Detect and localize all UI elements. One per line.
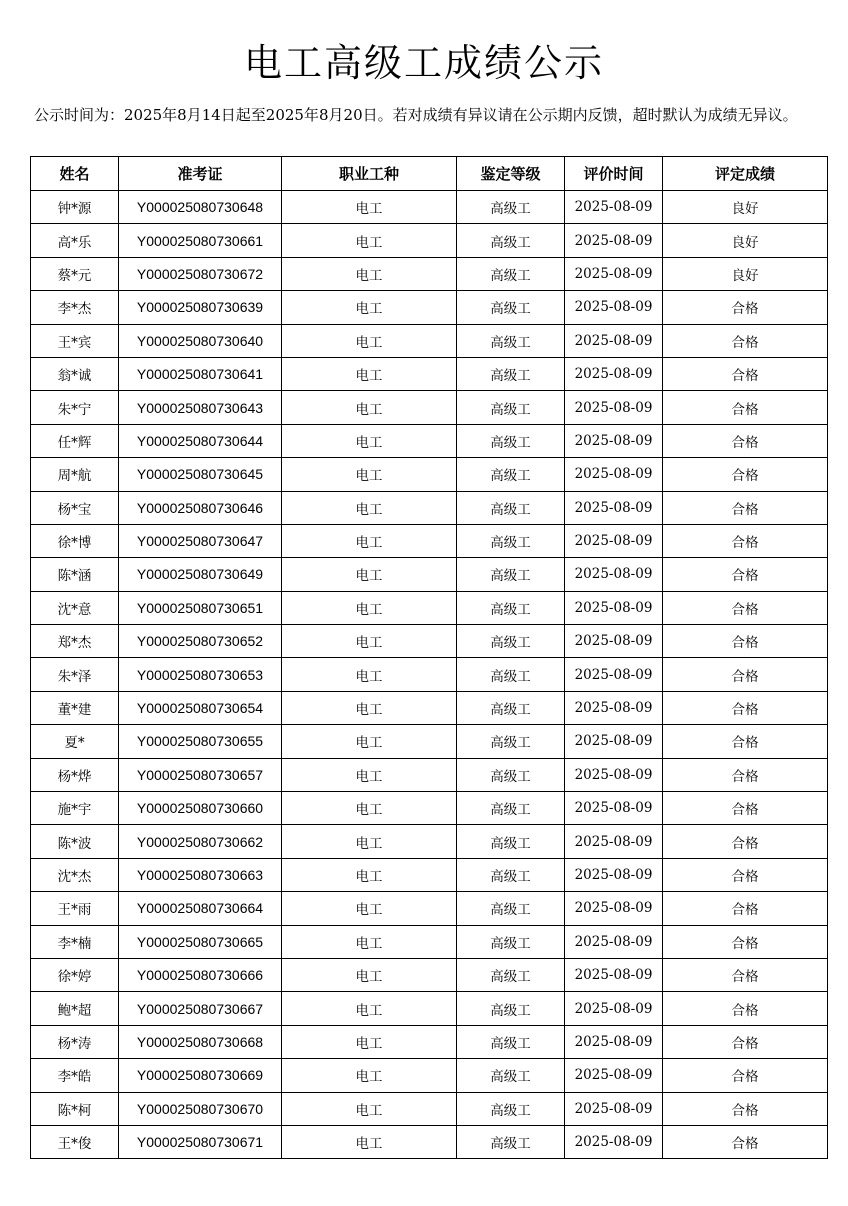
table-row bbox=[31, 591, 828, 624]
cell-name: 朱*泽 bbox=[31, 658, 119, 691]
cell-result: 良好 bbox=[663, 191, 828, 224]
table-header-row bbox=[31, 157, 828, 191]
cell-eval-date: 2025-08-09 bbox=[565, 691, 663, 724]
cell-name: 徐*博 bbox=[31, 524, 119, 557]
table-row bbox=[31, 958, 828, 991]
cell-level: 高级工 bbox=[457, 491, 565, 524]
cell-occupation: 电工 bbox=[282, 458, 457, 491]
cell-result: 合格 bbox=[663, 892, 828, 925]
cell-level: 高级工 bbox=[457, 558, 565, 591]
cell-eval-date: 2025-08-09 bbox=[565, 491, 663, 524]
cell-ticket: Y000025080730669 bbox=[119, 1059, 282, 1092]
cell-ticket: Y000025080730652 bbox=[119, 625, 282, 658]
cell-name: 杨*烨 bbox=[31, 758, 119, 791]
cell-result: 合格 bbox=[663, 992, 828, 1025]
cell-result: 合格 bbox=[663, 524, 828, 557]
cell-ticket: Y000025080730666 bbox=[119, 958, 282, 991]
table-row bbox=[31, 925, 828, 958]
cell-ticket: Y000025080730644 bbox=[119, 424, 282, 457]
cell-ticket: Y000025080730664 bbox=[119, 892, 282, 925]
cell-ticket: Y000025080730660 bbox=[119, 792, 282, 825]
cell-result: 合格 bbox=[663, 291, 828, 324]
cell-occupation: 电工 bbox=[282, 758, 457, 791]
column-header-occupation: 职业工种 bbox=[282, 157, 457, 191]
cell-name: 李*皓 bbox=[31, 1059, 119, 1092]
table-row bbox=[31, 491, 828, 524]
cell-result: 合格 bbox=[663, 591, 828, 624]
cell-occupation: 电工 bbox=[282, 625, 457, 658]
cell-level: 高级工 bbox=[457, 391, 565, 424]
cell-name: 杨*宝 bbox=[31, 491, 119, 524]
cell-name: 董*建 bbox=[31, 691, 119, 724]
cell-result: 合格 bbox=[663, 625, 828, 658]
cell-ticket: Y000025080730665 bbox=[119, 925, 282, 958]
cell-eval-date: 2025-08-09 bbox=[565, 625, 663, 658]
cell-name: 李*杰 bbox=[31, 291, 119, 324]
table-row bbox=[31, 892, 828, 925]
column-header-result: 评定成绩 bbox=[663, 157, 828, 191]
cell-occupation: 电工 bbox=[282, 357, 457, 390]
cell-eval-date: 2025-08-09 bbox=[565, 825, 663, 858]
cell-eval-date: 2025-08-09 bbox=[565, 992, 663, 1025]
cell-result: 合格 bbox=[663, 1092, 828, 1125]
cell-occupation: 电工 bbox=[282, 725, 457, 758]
cell-name: 沈*意 bbox=[31, 591, 119, 624]
cell-occupation: 电工 bbox=[282, 558, 457, 591]
cell-ticket: Y000025080730641 bbox=[119, 357, 282, 390]
cell-ticket: Y000025080730670 bbox=[119, 1092, 282, 1125]
cell-occupation: 电工 bbox=[282, 324, 457, 357]
cell-eval-date: 2025-08-09 bbox=[565, 458, 663, 491]
cell-result: 合格 bbox=[663, 658, 828, 691]
cell-result: 合格 bbox=[663, 324, 828, 357]
cell-eval-date: 2025-08-09 bbox=[565, 558, 663, 591]
cell-name: 高*乐 bbox=[31, 224, 119, 257]
cell-result: 合格 bbox=[663, 858, 828, 891]
cell-name: 陈*柯 bbox=[31, 1092, 119, 1125]
column-header-name: 姓名 bbox=[31, 157, 119, 191]
cell-name: 李*楠 bbox=[31, 925, 119, 958]
cell-occupation: 电工 bbox=[282, 524, 457, 557]
cell-result: 合格 bbox=[663, 958, 828, 991]
cell-occupation: 电工 bbox=[282, 825, 457, 858]
cell-ticket: Y000025080730655 bbox=[119, 725, 282, 758]
cell-ticket: Y000025080730671 bbox=[119, 1125, 282, 1158]
cell-ticket: Y000025080730649 bbox=[119, 558, 282, 591]
cell-result: 合格 bbox=[663, 691, 828, 724]
cell-occupation: 电工 bbox=[282, 992, 457, 1025]
cell-result: 合格 bbox=[663, 558, 828, 591]
cell-occupation: 电工 bbox=[282, 858, 457, 891]
cell-level: 高级工 bbox=[457, 892, 565, 925]
table-row bbox=[31, 1059, 828, 1092]
cell-result: 合格 bbox=[663, 491, 828, 524]
cell-eval-date: 2025-08-09 bbox=[565, 1059, 663, 1092]
cell-level: 高级工 bbox=[457, 458, 565, 491]
cell-level: 高级工 bbox=[457, 591, 565, 624]
cell-name: 王*俊 bbox=[31, 1125, 119, 1158]
cell-ticket: Y000025080730663 bbox=[119, 858, 282, 891]
table-row bbox=[31, 625, 828, 658]
table-row bbox=[31, 558, 828, 591]
cell-level: 高级工 bbox=[457, 1059, 565, 1092]
cell-ticket: Y000025080730647 bbox=[119, 524, 282, 557]
cell-ticket: Y000025080730646 bbox=[119, 491, 282, 524]
cell-eval-date: 2025-08-09 bbox=[565, 591, 663, 624]
cell-occupation: 电工 bbox=[282, 424, 457, 457]
cell-occupation: 电工 bbox=[282, 224, 457, 257]
cell-level: 高级工 bbox=[457, 191, 565, 224]
publication-notice: 公示时间为：2025年8月14日起至2025年8月20日。若对成绩有异议请在公示期内反馈，超时默认为成绩无异议。 bbox=[34, 106, 798, 124]
cell-level: 高级工 bbox=[457, 1092, 565, 1125]
cell-name: 朱*宁 bbox=[31, 391, 119, 424]
table-row bbox=[31, 224, 828, 257]
column-header-eval-date: 评价时间 bbox=[565, 157, 663, 191]
table-row bbox=[31, 1125, 828, 1158]
cell-occupation: 电工 bbox=[282, 1092, 457, 1125]
cell-level: 高级工 bbox=[457, 658, 565, 691]
cell-result: 合格 bbox=[663, 391, 828, 424]
cell-result: 合格 bbox=[663, 792, 828, 825]
cell-occupation: 电工 bbox=[282, 925, 457, 958]
cell-occupation: 电工 bbox=[282, 958, 457, 991]
cell-eval-date: 2025-08-09 bbox=[565, 925, 663, 958]
cell-level: 高级工 bbox=[457, 224, 565, 257]
cell-name: 周*航 bbox=[31, 458, 119, 491]
table-row bbox=[31, 257, 828, 290]
cell-eval-date: 2025-08-09 bbox=[565, 291, 663, 324]
table-row bbox=[31, 357, 828, 390]
cell-eval-date: 2025-08-09 bbox=[565, 357, 663, 390]
cell-level: 高级工 bbox=[457, 625, 565, 658]
cell-occupation: 电工 bbox=[282, 658, 457, 691]
cell-eval-date: 2025-08-09 bbox=[565, 257, 663, 290]
cell-name: 钟*源 bbox=[31, 191, 119, 224]
cell-level: 高级工 bbox=[457, 524, 565, 557]
table-row bbox=[31, 792, 828, 825]
cell-level: 高级工 bbox=[457, 257, 565, 290]
cell-level: 高级工 bbox=[457, 825, 565, 858]
results-table-body bbox=[31, 191, 828, 1159]
table-row bbox=[31, 524, 828, 557]
cell-ticket: Y000025080730643 bbox=[119, 391, 282, 424]
cell-name: 施*宇 bbox=[31, 792, 119, 825]
cell-level: 高级工 bbox=[457, 958, 565, 991]
table-row bbox=[31, 424, 828, 457]
cell-level: 高级工 bbox=[457, 792, 565, 825]
table-row bbox=[31, 858, 828, 891]
cell-name: 陈*波 bbox=[31, 825, 119, 858]
table-row bbox=[31, 291, 828, 324]
cell-name: 蔡*元 bbox=[31, 257, 119, 290]
cell-level: 高级工 bbox=[457, 992, 565, 1025]
cell-name: 王*雨 bbox=[31, 892, 119, 925]
cell-result: 合格 bbox=[663, 1059, 828, 1092]
table-row bbox=[31, 658, 828, 691]
cell-result: 良好 bbox=[663, 224, 828, 257]
cell-eval-date: 2025-08-09 bbox=[565, 792, 663, 825]
cell-occupation: 电工 bbox=[282, 591, 457, 624]
cell-occupation: 电工 bbox=[282, 257, 457, 290]
cell-level: 高级工 bbox=[457, 925, 565, 958]
cell-ticket: Y000025080730639 bbox=[119, 291, 282, 324]
cell-result: 合格 bbox=[663, 758, 828, 791]
table-row bbox=[31, 458, 828, 491]
cell-ticket: Y000025080730657 bbox=[119, 758, 282, 791]
cell-result: 合格 bbox=[663, 458, 828, 491]
table-row bbox=[31, 324, 828, 357]
cell-result: 合格 bbox=[663, 725, 828, 758]
cell-ticket: Y000025080730672 bbox=[119, 257, 282, 290]
cell-ticket: Y000025080730640 bbox=[119, 324, 282, 357]
cell-result: 合格 bbox=[663, 925, 828, 958]
cell-ticket: Y000025080730667 bbox=[119, 992, 282, 1025]
table-row bbox=[31, 1092, 828, 1125]
cell-eval-date: 2025-08-09 bbox=[565, 324, 663, 357]
cell-name: 郑*杰 bbox=[31, 625, 119, 658]
cell-eval-date: 2025-08-09 bbox=[565, 658, 663, 691]
cell-eval-date: 2025-08-09 bbox=[565, 391, 663, 424]
cell-result: 合格 bbox=[663, 424, 828, 457]
table-row bbox=[31, 691, 828, 724]
cell-name: 徐*婷 bbox=[31, 958, 119, 991]
cell-level: 高级工 bbox=[457, 1125, 565, 1158]
table-row bbox=[31, 391, 828, 424]
cell-name: 陈*涵 bbox=[31, 558, 119, 591]
cell-occupation: 电工 bbox=[282, 1025, 457, 1058]
cell-name: 杨*涛 bbox=[31, 1025, 119, 1058]
cell-level: 高级工 bbox=[457, 758, 565, 791]
cell-level: 高级工 bbox=[457, 291, 565, 324]
cell-occupation: 电工 bbox=[282, 391, 457, 424]
cell-occupation: 电工 bbox=[282, 892, 457, 925]
cell-name: 王*宾 bbox=[31, 324, 119, 357]
cell-ticket: Y000025080730653 bbox=[119, 658, 282, 691]
cell-occupation: 电工 bbox=[282, 691, 457, 724]
cell-result: 合格 bbox=[663, 357, 828, 390]
cell-occupation: 电工 bbox=[282, 1059, 457, 1092]
table-row bbox=[31, 758, 828, 791]
table-row bbox=[31, 992, 828, 1025]
cell-result: 合格 bbox=[663, 1025, 828, 1058]
cell-eval-date: 2025-08-09 bbox=[565, 725, 663, 758]
cell-name: 夏* bbox=[31, 725, 119, 758]
cell-ticket: Y000025080730645 bbox=[119, 458, 282, 491]
cell-ticket: Y000025080730662 bbox=[119, 825, 282, 858]
cell-eval-date: 2025-08-09 bbox=[565, 224, 663, 257]
cell-level: 高级工 bbox=[457, 1025, 565, 1058]
table-row bbox=[31, 1025, 828, 1058]
cell-occupation: 电工 bbox=[282, 291, 457, 324]
cell-level: 高级工 bbox=[457, 691, 565, 724]
cell-name: 任*辉 bbox=[31, 424, 119, 457]
cell-result: 良好 bbox=[663, 257, 828, 290]
cell-eval-date: 2025-08-09 bbox=[565, 424, 663, 457]
cell-ticket: Y000025080730651 bbox=[119, 591, 282, 624]
column-header-ticket: 准考证 bbox=[119, 157, 282, 191]
cell-eval-date: 2025-08-09 bbox=[565, 892, 663, 925]
results-table bbox=[30, 156, 828, 1159]
cell-ticket: Y000025080730661 bbox=[119, 224, 282, 257]
cell-ticket: Y000025080730654 bbox=[119, 691, 282, 724]
cell-eval-date: 2025-08-09 bbox=[565, 858, 663, 891]
cell-occupation: 电工 bbox=[282, 491, 457, 524]
cell-occupation: 电工 bbox=[282, 191, 457, 224]
cell-eval-date: 2025-08-09 bbox=[565, 1025, 663, 1058]
page-title: 电工高级工成绩公示 bbox=[243, 41, 604, 85]
cell-name: 沈*杰 bbox=[31, 858, 119, 891]
cell-eval-date: 2025-08-09 bbox=[565, 1092, 663, 1125]
cell-eval-date: 2025-08-09 bbox=[565, 758, 663, 791]
cell-name: 翁*诚 bbox=[31, 357, 119, 390]
cell-level: 高级工 bbox=[457, 725, 565, 758]
cell-eval-date: 2025-08-09 bbox=[565, 958, 663, 991]
cell-level: 高级工 bbox=[457, 324, 565, 357]
cell-level: 高级工 bbox=[457, 424, 565, 457]
table-row bbox=[31, 825, 828, 858]
cell-level: 高级工 bbox=[457, 858, 565, 891]
cell-eval-date: 2025-08-09 bbox=[565, 524, 663, 557]
cell-occupation: 电工 bbox=[282, 792, 457, 825]
table-row bbox=[31, 191, 828, 224]
table-row bbox=[31, 725, 828, 758]
cell-ticket: Y000025080730648 bbox=[119, 191, 282, 224]
cell-eval-date: 2025-08-09 bbox=[565, 1125, 663, 1158]
cell-occupation: 电工 bbox=[282, 1125, 457, 1158]
cell-name: 鲍*超 bbox=[31, 992, 119, 1025]
cell-eval-date: 2025-08-09 bbox=[565, 191, 663, 224]
cell-level: 高级工 bbox=[457, 357, 565, 390]
column-header-level: 鉴定等级 bbox=[457, 157, 565, 191]
cell-result: 合格 bbox=[663, 825, 828, 858]
cell-ticket: Y000025080730668 bbox=[119, 1025, 282, 1058]
cell-result: 合格 bbox=[663, 1125, 828, 1158]
